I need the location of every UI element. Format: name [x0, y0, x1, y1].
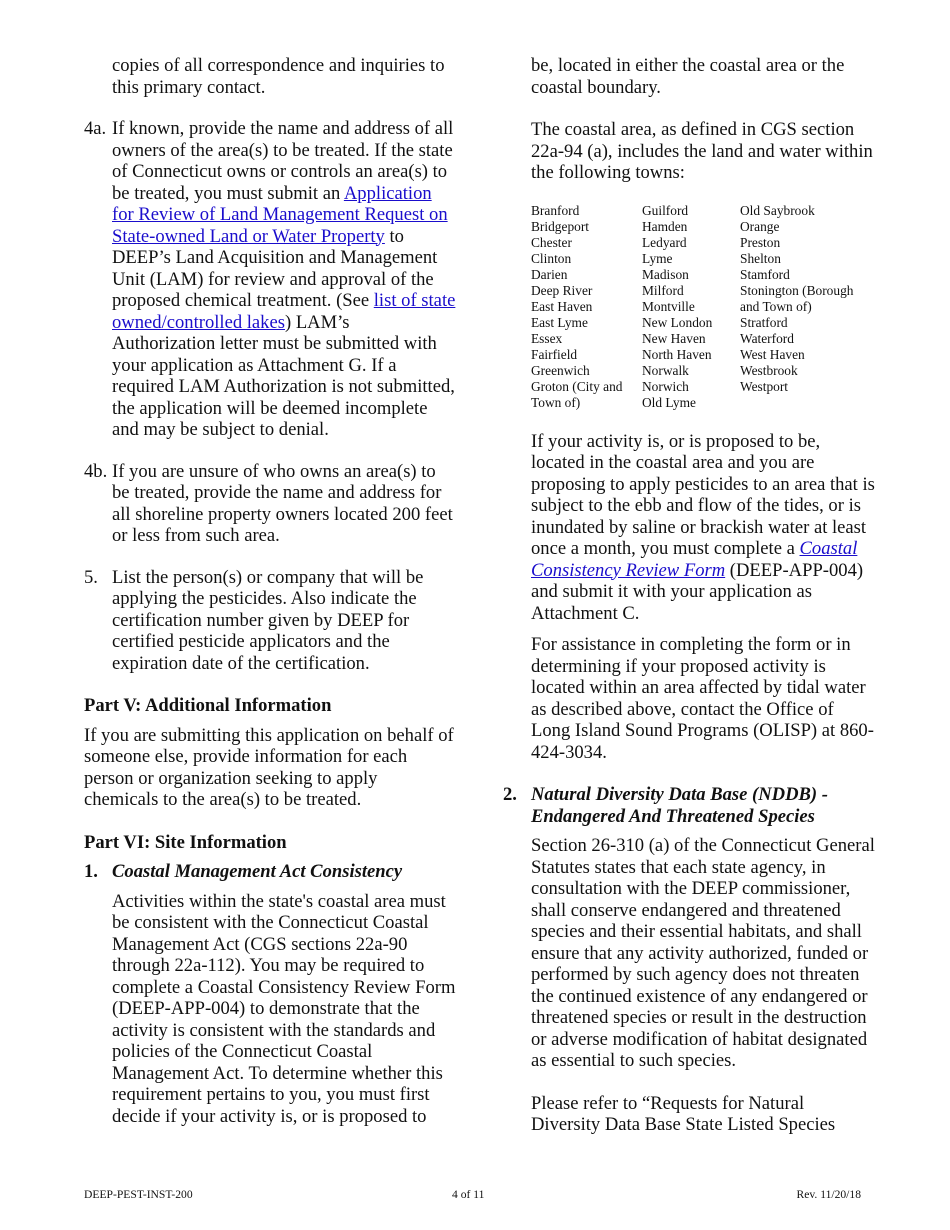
town-name: Westbrook	[740, 362, 798, 378]
town-name: Old Lyme	[642, 394, 696, 410]
nddb-text: Section 26-310 (a) of the Connecticut General Statutes states that each state agency, in consultation with the DEEP commissioner, shall conserve endangered and threatened species and their essential habitats, and shall ensure that any activity authorized, funded or performed by such agency does not threaten the continued existence of any endangered or threatened species or result in the destruction or adverse modification of habitat designated as essential to such species.	[531, 835, 875, 1071]
town-name: Waterford	[740, 330, 794, 346]
coastal-activity-text: If your activity is, or is proposed to be, located in the coastal area and you are proposing to apply pesticides to an area that is subject to the ebb and flow of the tides, or is inundated by saline or brackish water at least once a month, you must complete a Coastal Consistency Review Form (DEEP-APP-004) and submit it with your application as Attachment C.	[531, 430, 875, 624]
town-name: Orange	[740, 218, 780, 234]
town-name: New Haven	[642, 330, 706, 346]
part-v-text: If you are submitting this application on behalf of someone else, provide information for each person or organization seeking to apply chemicals to the area(s) to be treated.	[84, 724, 454, 810]
towns-column-3	[740, 203, 870, 411]
town-name: Westport	[740, 378, 789, 394]
coastal-review-form-link[interactable]: Coastal Consistency Review Form	[531, 538, 858, 581]
coastal-area-definition: The coastal area, as defined in CGS section 22a-94 (a), includes the land and water within the following towns:	[531, 119, 873, 183]
continued-text: copies of all correspondence and inquiries to this primary contact.	[112, 55, 445, 98]
town-name: Preston	[740, 234, 781, 250]
item-number: 5.	[84, 566, 98, 588]
part-vi-heading: Part VI: Site Information	[84, 831, 287, 853]
section-number: 2.	[503, 784, 517, 805]
town-name: Lyme	[642, 250, 673, 266]
item-5-text: List the person(s) or company that will be applying the pesticides. Also indicate the certification number given by DEEP for certified pesticide applicators and the expiration date of the certification.	[112, 566, 424, 674]
town-name: West Haven	[740, 346, 805, 362]
town-name: Chester	[531, 234, 572, 250]
town-name: Darien	[531, 266, 568, 282]
state-lakes-list-link[interactable]: list of state owned/controlled lakes	[112, 290, 456, 333]
coastal-consistency-heading	[84, 861, 456, 883]
town-name: East Haven	[531, 298, 593, 314]
town-name: Deep River	[531, 282, 593, 298]
lam-application-link[interactable]: Application for Review of Land Management Request on State-owned Land or Water Property	[112, 182, 448, 247]
town-name: Greenwich	[531, 362, 590, 378]
town-name: North Haven	[642, 346, 712, 362]
footer-page-number: 4 of 11	[452, 1188, 485, 1201]
item-4b-text: If you are unsure of who owns an area(s) to be treated, provide the name and address for all shoreline property owners located 200 feet or less from such area.	[112, 460, 453, 546]
part-v-heading: Part V: Additional Information	[84, 695, 332, 716]
town-name: Norwalk	[642, 362, 689, 378]
town-name: and Town of)	[740, 298, 812, 314]
town-name: Essex	[531, 330, 563, 346]
town-name: Norwich	[642, 378, 689, 394]
town-name: Guilford	[642, 202, 689, 218]
town-name: Bridgeport	[531, 218, 590, 234]
item-5	[84, 567, 456, 675]
town-name: East Lyme	[531, 314, 588, 330]
item-4a	[84, 118, 456, 441]
town-name: Clinton	[531, 250, 572, 266]
town-name: Branford	[531, 202, 580, 218]
towns-column-1	[531, 203, 642, 411]
footer-form-id: DEEP-PEST-INST-200	[84, 1188, 193, 1201]
item-4a-text: If known, provide the name and address of all owners of the area(s) to be treated. If the state of Connecticut owns or controls an area(s) to be treated, you must submit an Application for Review of Land Management Request on State-owned Land or Water Property to DEEP’s Land Acquisition and Management Unit (LAM) for review and approval of the proposed chemical treatment. (See list of state owned/controlled lakes) LAM’s Authorization letter must be submitted with your application as Attachment G. If a required LAM Authorization is not submitted, the application will be deemed incomplete and may be subject to denial.	[112, 118, 456, 440]
item-number: 4b.	[84, 460, 108, 482]
item-4b	[84, 461, 456, 547]
town-name: Milford	[642, 282, 684, 298]
nddb-refer-text: Please refer to “Requests for Natural Diversity Data Base State Listed Species	[531, 1092, 836, 1135]
section-title: Coastal Management Act Consistency	[112, 861, 403, 882]
nddb-heading	[503, 784, 875, 827]
town-name: Shelton	[740, 250, 781, 266]
footer-revision: Rev. 11/20/18	[796, 1188, 861, 1201]
item-number: 4a.	[84, 118, 107, 139]
section-title: Natural Diversity Data Base (NDDB) - Endangered And Threatened Species	[531, 784, 828, 827]
town-name: New London	[642, 314, 713, 330]
town-name: Town of)	[531, 394, 581, 410]
towns-column-2	[642, 203, 740, 411]
town-name: Ledyard	[642, 234, 687, 250]
town-name: Stamford	[740, 266, 790, 282]
town-name: Old Saybrook	[740, 202, 815, 218]
town-name: Hamden	[642, 218, 688, 234]
town-name: Montville	[642, 298, 695, 314]
left-column	[84, 55, 456, 1127]
section-number: 1.	[84, 861, 98, 882]
olisp-assistance-text: For assistance in completing the form or in determining if your proposed activity is located within an area affected by tidal water as described above, contact the Office of Long Island Sound Programs (OLISP) at 860-424-3034.	[531, 634, 874, 763]
continued-text: be, located in either the coastal area or the coastal boundary.	[531, 55, 845, 98]
coastal-towns-table	[531, 203, 875, 411]
coastal-consistency-text: Activities within the state's coastal area must be consistent with the Connecticut Coastal Management Act (CGS sections 22a-90 through 22a-112). You may be required to complete a Coastal Consistency Review Form (DEEP-APP-004) to demonstrate that the activity is consistent with the standards and policies of the Connecticut Coastal Management Act. To determine whether this requirement pertains to you, you must first decide if your activity is, or is proposed to	[112, 890, 456, 1127]
town-name: Madison	[642, 266, 689, 282]
right-column	[503, 55, 875, 1136]
town-name: Stonington (Borough	[740, 282, 854, 298]
town-name: Stratford	[740, 314, 788, 330]
town-name: Groton (City and	[531, 378, 623, 394]
town-name: Fairfield	[531, 346, 578, 362]
